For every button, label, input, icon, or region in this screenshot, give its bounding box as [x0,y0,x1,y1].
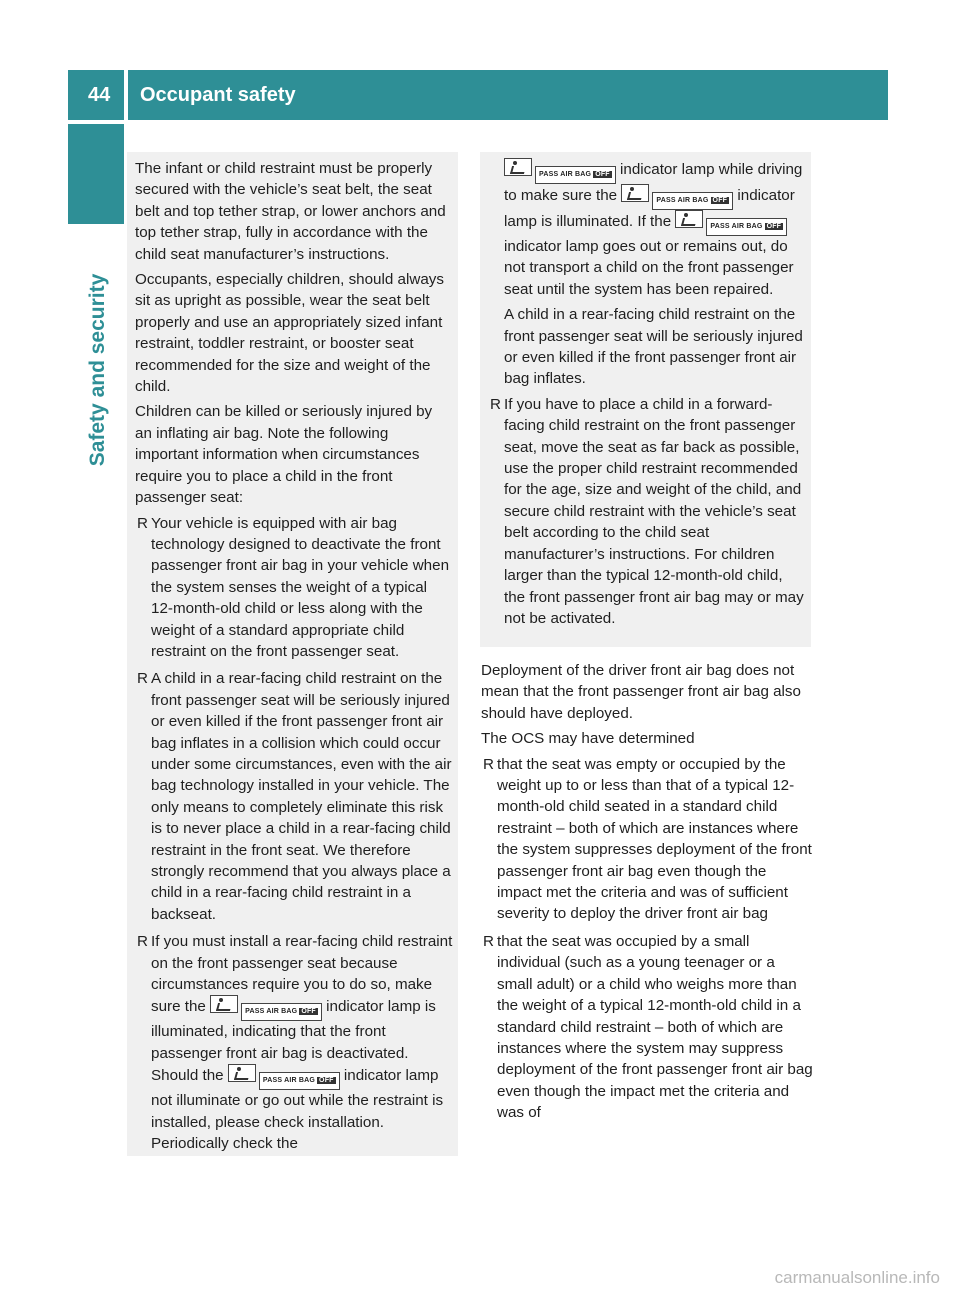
bullet-marker: R [137,670,148,688]
paragraph: The OCS may have determined [481,730,695,748]
list-item: R Your vehicle is equipped with air bag technology designed to deactivate the front passenger front air bag in your vehicle when the system senses the weight of a typical 12-month-old child or less along with the weight of a standard appropriate child restraint on the front passenger seat. [137,514,450,660]
bullet-marker: R [483,932,494,950]
right-warning-column [488,158,806,635]
list-item: R that the seat was occupied by a small individual (such as a young teenager or a small adult) or a child who weighs more than the weight of a typical 12-month-old child in a standard child restraint – both of which are instances where the system may suppress deployment of the front passenger front air bag even though the impact met the criteria and was of [483,932,813,1122]
bullet-marker: R [490,395,501,413]
paragraph: Children can be killed or seriously injured by an inflating air bag. Note the following important information when circumstances require you to place a child in the front passenger seat: [135,403,433,507]
bullet-marker: R [137,933,148,951]
child-seat-icon [675,210,703,228]
pass-air-bag-off-icon: PASS AIR BAG OFF [706,218,787,236]
page-number-text: 44 [88,83,111,106]
pass-air-bag-off-icon: PASS AIR BAG OFF [535,166,616,184]
page-number [68,70,124,120]
pass-air-bag-off-icon: PASS AIR BAG OFF [241,1003,322,1021]
paragraph: A child in a rear-facing child restraint on the front passenger seat will be seriously injured or even killed if the front passenger front air bag inflates. [504,306,803,388]
watermark: carmanualsonline.info [774,1268,940,1287]
bullet-marker: R [137,514,148,532]
paragraph: PASS AIR BAG OFF indicator lamp while driving to make sure the PASS AIR BAG OFF indicator lamp is illuminated. If the PASS AIR BAG OFF indicator lamp goes out or remains out, do not transport a child on the front passenger seat until the system has been repaired. [488,158,806,300]
list-item: R A child in a rear-facing child restraint on the front passenger seat will be seriously injured or even killed if the front passenger front air bag inflates in a collision which could occur under some circumstances, even with the air bag technology installed in your vehicle. The only means to completely eliminate this risk is to never place a child in a rear-facing child restraint in the front seat. We therefore strongly recommend that you always place a child in a rear-facing child restraint in a backseat. [137,670,452,923]
paragraph: Deployment of the driver front air bag does not mean that the front passenger front air bag also should have deployed. [481,662,801,722]
list-item: R If you have to place a child in a forward-facing child restraint on the front passenger seat, move the seat as far back as possible, use the proper child restraint recommended for the age, size and weight of the child, and secure child restraint with the vehicle’s seat belt according to the child seat manufacturer’s instructions. For children larger than the typical 12-month-old child, the front passenger front air bag may or may not be activated. [490,395,804,627]
child-seat-icon [504,158,532,176]
right-column [481,660,813,1130]
pass-air-bag-off-icon: PASS AIR BAG OFF [259,1072,340,1090]
bullet-marker: R [483,755,494,773]
page-title-text: Occupant safety [140,83,296,106]
paragraph: The infant or child restraint must be properly secured with the vehicle’s seat belt, the seat belt and top tether strap, or lower anchors and top tether strap, fully in accordance with the child seat manufacturer’s instructions. [135,160,446,263]
side-tab-label: Safety and security [86,273,109,467]
paragraph: Occupants, especially children, should always sit as upright as possible, wear the seat belt properly and use an appropriately sized infant restraint, toddler restraint, or booster seat recommended for the size and weight of the child. [135,271,444,396]
list-item: R If you must install a rear-facing child restraint on the front passenger seat because circumstances require you to do so, make sure the PASS AIR BAG OFF indicator lamp is illuminated, indicating that the front passenger front air bag is deactivated. Should the PASS AIR BAG OFF indicator lamp not illuminate or go out while the restraint is installed, please check installation. Periodically check the [137,933,453,1153]
list-item: R that the seat was empty or occupied by the weight up to or less than that of a typical 12-month-old child seated in a standard child restraint – both of which are instances where the system suppresses deployment of the front passenger front air bag even though the impact met the criteria and was of sufficient severity to deploy the driver front air bag [483,755,812,923]
left-column [135,158,453,1160]
child-seat-icon [210,995,238,1013]
page-title [128,70,888,120]
child-seat-icon [228,1064,256,1082]
child-seat-icon [621,184,649,202]
pass-air-bag-off-icon: PASS AIR BAG OFF [652,192,733,210]
side-tab [68,124,124,224]
